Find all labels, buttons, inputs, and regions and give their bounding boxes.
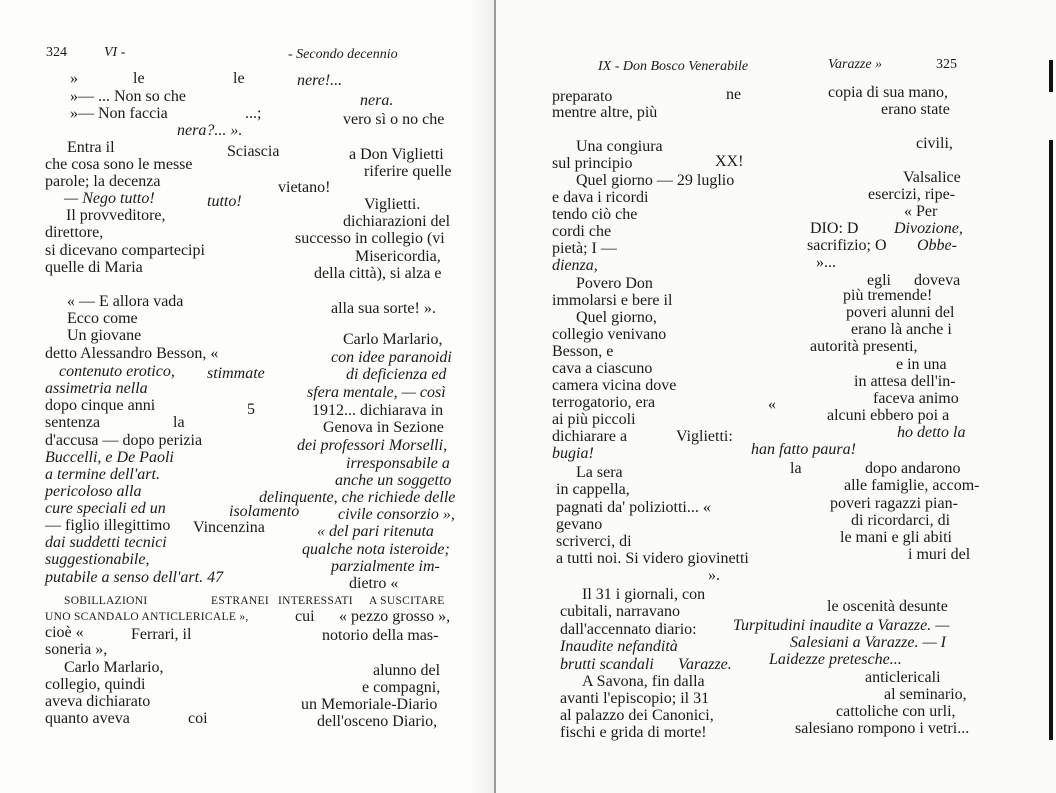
text-line: alcuni ebbero poi a <box>827 407 950 424</box>
text-line: anticlericali <box>865 669 941 686</box>
text-line: A SUSCITARE <box>369 595 445 607</box>
text-line: a tutti noi. Si videro giovinetti <box>556 550 749 567</box>
text-line: anche un soggetto <box>335 472 452 489</box>
text-line: « pezzo grosso », <box>339 608 451 625</box>
text-line: riferire quelle <box>364 163 452 180</box>
text-line: vero sì o no che <box>343 111 445 128</box>
text-line: — Nego tutto! <box>64 190 155 207</box>
text-line: nera. <box>360 92 394 109</box>
text-line: mentre altre, più <box>552 104 658 121</box>
text-line: »... <box>816 254 836 271</box>
text-line: alunno del <box>373 662 441 679</box>
text-line: Salesiani a Varazze. — I <box>790 634 946 651</box>
text-line: bugia! <box>552 445 594 462</box>
text-line: nere!... <box>297 72 343 89</box>
text-line: tutto! <box>207 193 242 210</box>
text-line: dienza, <box>552 257 598 274</box>
text-line: copia di sua mano, <box>828 84 948 101</box>
text-line: assimetria nella <box>45 380 148 397</box>
text-line: dai suddetti tecnici <box>45 534 167 551</box>
text-line: « Per <box>904 203 938 220</box>
text-line: Il provveditore, <box>66 207 166 224</box>
text-line: cattoliche con urli, <box>836 703 956 720</box>
text-line: sfera mentale, — così <box>307 384 446 401</box>
text-line: pietà; I — <box>552 240 617 257</box>
text-line: preparato <box>552 88 613 105</box>
text-line: »— Non faccia <box>70 105 168 122</box>
text-line: isolamento <box>229 503 300 520</box>
text-line: XX! <box>715 153 744 170</box>
text-line: quelle di Maria <box>45 259 143 276</box>
text-line: a Don Viglietti <box>349 146 444 163</box>
text-line: dietro « <box>349 575 399 592</box>
text-line: di deficienza ed <box>346 366 447 383</box>
text-line: salesiano rompono i vetri... <box>795 720 970 737</box>
text-line: pagnati da' poliziotti... « <box>556 499 711 516</box>
text-line: Vincenzina <box>193 519 265 536</box>
left-page <box>0 0 494 793</box>
text-line: dell'osceno Diario, <box>317 713 438 730</box>
text-line: coi <box>188 710 208 727</box>
text-line: e dava i ricordi <box>552 189 649 206</box>
text-line: erano là anche i <box>851 321 952 338</box>
text-line: al seminario, <box>884 686 967 703</box>
text-line: gevano <box>556 516 603 533</box>
text-line: Carlo Marlario, <box>64 659 164 676</box>
text-line: immolarsi e bere il <box>552 292 673 309</box>
text-line: dall'accennato diario: <box>560 621 697 638</box>
text-line: parole; la decenza <box>45 173 161 190</box>
text-line: i muri del <box>908 546 971 563</box>
text-line: poveri alunni del <box>846 304 955 321</box>
text-line: che cosa sono le messe <box>45 156 193 173</box>
text-line: « del pari ritenuta <box>317 523 434 540</box>
text-line: detto Alessandro Besson, « <box>45 345 219 362</box>
text-line: d'accusa — dopo perizia <box>45 432 203 449</box>
text-line: collegio, quindi <box>45 676 146 693</box>
text-line: SOBILLAZIONI <box>64 595 148 607</box>
page-edge-mark <box>1049 140 1053 740</box>
text-line: parzialmente im- <box>331 558 440 575</box>
text-line: Divozione, <box>894 220 963 237</box>
text-line: pericoloso alla <box>45 483 142 500</box>
text-line: dopo andarono <box>865 460 961 477</box>
text-line: soneria », <box>45 641 108 658</box>
text-line: Una congiura <box>576 138 663 155</box>
text-line: in attesa dell'in- <box>854 373 956 390</box>
text-line: Quel giorno — 29 luglio <box>576 172 735 189</box>
text-line: civile consorzio », <box>338 506 455 523</box>
text-line: qualche nota isteroide; <box>302 541 450 558</box>
text-line: la <box>173 414 185 431</box>
text-line: tendo ciò che <box>552 206 638 223</box>
text-line: irresponsabile a <box>346 455 450 472</box>
text-line: alle famiglie, accom- <box>844 477 980 494</box>
text-line: Misericordia, <box>355 248 441 265</box>
text-line: delinquente, che richiede delle <box>259 489 456 506</box>
text-line: un Memoriale-Diario <box>301 696 438 713</box>
text-line: Inaudite nefandità <box>560 638 678 655</box>
text-line: Quel giorno, <box>576 309 657 326</box>
text-line: stimmate <box>207 365 265 382</box>
text-line: le mani e gli abiti <box>840 529 952 546</box>
text-line: ESTRANEI <box>211 595 269 607</box>
text-line: notorio della mas- <box>322 627 439 644</box>
text-line: ho detto la <box>897 424 966 441</box>
text-line: aveva dichiarato <box>45 693 151 710</box>
text-line: cordi che <box>552 223 612 240</box>
text-line: »— ... Non so che <box>70 88 186 105</box>
text-line: Povero Don <box>576 275 653 292</box>
running-head-part: VI - <box>104 45 126 60</box>
text-line: Varazze. <box>678 656 732 673</box>
text-line: sentenza <box>45 414 101 431</box>
text-line: cui <box>295 608 315 625</box>
text-line: Sciascia <box>227 143 280 160</box>
text-line: quanto aveva <box>45 710 130 727</box>
text-line: — figlio illegittimo <box>45 517 171 534</box>
text-line: Il 31 i giornali, con <box>582 586 706 603</box>
text-line: sul principio <box>552 155 633 172</box>
text-line: Viglietti. <box>364 196 421 213</box>
text-line: dichiarazioni del <box>343 213 451 230</box>
text-line: Carlo Marlario, <box>343 331 443 348</box>
text-line: » <box>70 70 78 87</box>
right-page <box>496 0 1056 793</box>
text-line: poveri ragazzi pian- <box>830 495 958 512</box>
text-line: dopo cinque anni <box>45 397 156 414</box>
text-line: le oscenità desunte <box>827 598 948 615</box>
text-line: Turpitudini inaudite a Varazze. — <box>733 617 950 634</box>
text-line: la <box>790 460 802 477</box>
text-line: ...; <box>245 105 262 122</box>
text-line: Ecco come <box>67 310 138 327</box>
text-line: al palazzo dei Canonici, <box>560 707 714 724</box>
page-number: 325 <box>936 57 957 72</box>
text-line: le <box>133 70 145 87</box>
running-head-section: - Secondo decennio <box>288 47 398 62</box>
text-line: ». <box>708 567 720 584</box>
text-line: scriverci, di <box>556 533 632 550</box>
text-line: Genova in Sezione <box>323 419 444 436</box>
text-line: nera?... ». <box>177 122 243 139</box>
gutter-shadow-left <box>470 0 494 793</box>
text-line: Obbe- <box>917 237 957 254</box>
text-line: civili, <box>916 135 953 152</box>
text-line: Laidezze pretesche... <box>769 651 902 668</box>
text-line: di ricordarci, di <box>851 512 951 529</box>
text-line: della città), si alza e <box>314 265 442 282</box>
text-line: successo in collegio (vi <box>295 230 445 247</box>
text-line: cioè « <box>45 624 84 641</box>
text-line: alla sua sorte! ». <box>331 300 436 317</box>
text-line: A Savona, fin dalla <box>582 673 705 690</box>
text-line: contenuto erotico, <box>59 363 175 380</box>
text-line: erano state <box>881 101 950 118</box>
text-line: e compagni, <box>362 679 441 696</box>
text-line: faceva animo <box>873 390 959 407</box>
text-line: e in una <box>896 356 947 373</box>
text-line: Besson, e <box>552 343 614 360</box>
text-line: si dicevano compartecipi <box>45 242 205 259</box>
text-line: a termine dell'art. <box>45 466 160 483</box>
text-line: cava a ciascuno <box>552 360 653 377</box>
text-line: ne <box>726 86 742 103</box>
text-line: sacrifizio; O <box>807 237 887 254</box>
text-line: 5 <box>247 401 255 418</box>
text-line: le <box>233 70 245 87</box>
text-line: con idee paranoidi <box>331 349 452 366</box>
text-line: brutti scandali <box>560 656 654 673</box>
text-line: 1912... dichiarava in <box>312 402 444 419</box>
text-line: suggestionabile, <box>45 551 150 568</box>
text-line: vietano! <box>278 179 331 196</box>
text-line: Buccelli, e De Paoli <box>45 449 174 466</box>
text-line: direttore, <box>45 224 104 241</box>
page-number: 324 <box>46 45 67 60</box>
text-line: collegio venivano <box>552 326 667 343</box>
running-head-place: Varazze » <box>828 57 883 72</box>
text-line: doveva <box>914 272 961 289</box>
text-line: Viglietti: <box>676 428 733 445</box>
text-line: han fatto paura! <box>751 441 856 458</box>
text-line: in cappella, <box>556 481 630 498</box>
text-line: La sera <box>576 464 623 481</box>
text-line: autorità presenti, <box>810 338 918 355</box>
text-line: dichiarare a <box>552 428 628 445</box>
text-line: fischi e grida di morte! <box>560 724 707 741</box>
text-line: Un giovane <box>67 327 142 344</box>
text-line: esercizi, ripe- <box>868 186 956 203</box>
text-line: cubitali, narravano <box>560 603 680 620</box>
text-line: dei professori Morselli, <box>297 437 448 454</box>
text-line: Valsalice <box>903 169 961 186</box>
text-line: avanti l'episcopio; il 31 <box>560 690 710 707</box>
text-line: DIO: D <box>810 220 859 237</box>
page-edge-mark <box>1049 60 1053 92</box>
text-line: INTERESSATI <box>278 595 353 607</box>
text-line: UNO SCANDALO ANTICLERICALE », <box>45 611 249 623</box>
text-line: Ferrari, il <box>131 626 192 643</box>
text-line: « — E allora vada <box>67 293 184 310</box>
text-line: « <box>768 396 776 413</box>
text-line: putabile a senso dell'art. 47 <box>45 569 224 586</box>
text-line: ai più piccoli <box>552 411 636 428</box>
text-line: cure speciali ed un <box>45 500 166 517</box>
text-line: più tremende! <box>843 287 933 304</box>
text-line: egli <box>867 272 891 289</box>
text-line: camera vicina dove <box>552 377 677 394</box>
running-head-chapter: IX - Don Bosco Venerabile <box>598 59 749 74</box>
text-line: terrogatorio, era <box>552 394 656 411</box>
text-line: Entra il <box>67 139 115 156</box>
